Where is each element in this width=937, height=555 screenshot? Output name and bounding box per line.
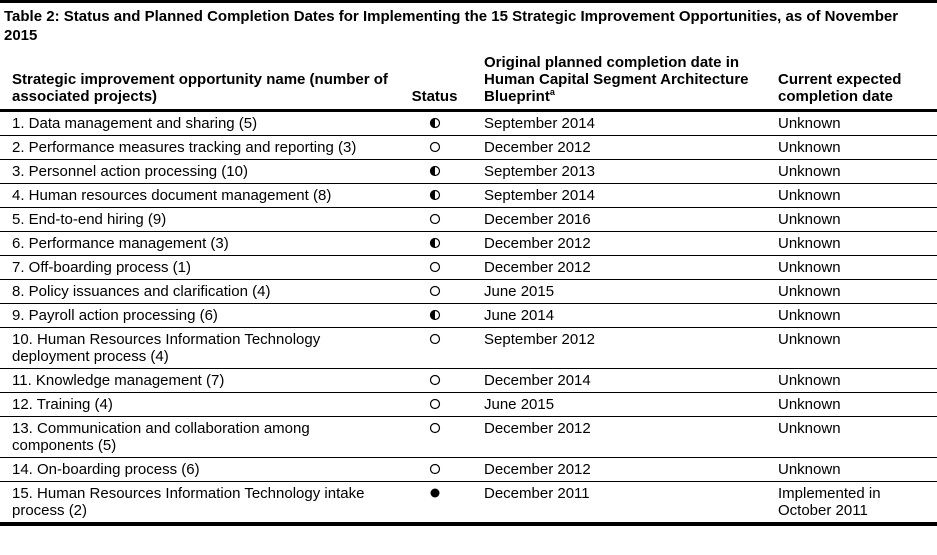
- table-row: [0, 393, 937, 417]
- empty-circle-icon: [429, 374, 441, 386]
- table-row: [0, 136, 937, 160]
- status-table: [0, 54, 937, 526]
- original-date: June 2014: [472, 304, 766, 328]
- status-cell: [397, 111, 472, 136]
- opportunity-name: 10. Human Resources Information Technology deployment process (4): [0, 328, 397, 369]
- original-date: June 2015: [472, 280, 766, 304]
- opportunity-name: 15. Human Resources Information Technology intake process (2): [0, 482, 397, 525]
- opportunity-name: 12. Training (4): [0, 393, 397, 417]
- original-date: December 2012: [472, 256, 766, 280]
- table-row: [0, 160, 937, 184]
- table-caption: Table 2: Status and Planned Completion Dates for Implementing the 15 Strategic Improvement Opportunities, as of November 2015: [4, 8, 899, 44]
- header-row: [0, 54, 937, 111]
- half-filled-circle-icon: [429, 165, 441, 177]
- original-date: September 2014: [472, 111, 766, 136]
- status-cell: [397, 393, 472, 417]
- original-date: December 2011: [472, 482, 766, 525]
- status-cell: [397, 256, 472, 280]
- current-date: Unknown: [766, 256, 937, 280]
- empty-circle-icon: [429, 141, 441, 153]
- opportunity-name: 8. Policy issuances and clarification (4): [0, 280, 397, 304]
- table-row: [0, 458, 937, 482]
- table-row: [0, 417, 937, 458]
- opportunity-name: 3. Personnel action processing (10): [0, 160, 397, 184]
- opportunity-name: 1. Data management and sharing (5): [0, 111, 397, 136]
- table-row: [0, 280, 937, 304]
- current-date: Unknown: [766, 280, 937, 304]
- original-date: September 2014: [472, 184, 766, 208]
- current-date: Unknown: [766, 393, 937, 417]
- status-cell: [397, 280, 472, 304]
- original-date: September 2012: [472, 328, 766, 369]
- current-date: Unknown: [766, 458, 937, 482]
- opportunity-name: 9. Payroll action processing (6): [0, 304, 397, 328]
- header-original-date: [472, 54, 766, 111]
- empty-circle-icon: [429, 213, 441, 225]
- original-date: June 2015: [472, 393, 766, 417]
- table-row: [0, 208, 937, 232]
- top-rule: [0, 0, 937, 3]
- opportunity-name: 6. Performance management (3): [0, 232, 397, 256]
- table-row: [0, 304, 937, 328]
- status-cell: [397, 184, 472, 208]
- opportunity-name: 11. Knowledge management (7): [0, 369, 397, 393]
- status-cell: [397, 482, 472, 525]
- current-date: Unknown: [766, 369, 937, 393]
- half-filled-circle-icon: [429, 309, 441, 321]
- current-date: Unknown: [766, 304, 937, 328]
- original-date: September 2013: [472, 160, 766, 184]
- table-row: [0, 111, 937, 136]
- current-date: Unknown: [766, 417, 937, 458]
- status-cell: [397, 136, 472, 160]
- table-row: [0, 482, 937, 525]
- opportunity-name: 4. Human resources document management (8): [0, 184, 397, 208]
- status-cell: [397, 160, 472, 184]
- current-date: Unknown: [766, 136, 937, 160]
- original-date: December 2012: [472, 136, 766, 160]
- original-date: December 2012: [472, 458, 766, 482]
- empty-circle-icon: [429, 285, 441, 297]
- opportunity-name: 14. On-boarding process (6): [0, 458, 397, 482]
- table-row: [0, 369, 937, 393]
- status-cell: [397, 417, 472, 458]
- empty-circle-icon: [429, 333, 441, 345]
- footnote-marker: a: [549, 87, 555, 97]
- status-cell: [397, 304, 472, 328]
- original-date: December 2012: [472, 232, 766, 256]
- opportunity-name: 7. Off-boarding process (1): [0, 256, 397, 280]
- opportunity-name: 13. Communication and collaboration among components (5): [0, 417, 397, 458]
- table-row: [0, 184, 937, 208]
- half-filled-circle-icon: [429, 117, 441, 129]
- header-original-text: Original planned completion date in Human Capital Segment Architecture Blueprint: [484, 54, 749, 105]
- current-date: Unknown: [766, 208, 937, 232]
- status-cell: [397, 208, 472, 232]
- original-date: December 2014: [472, 369, 766, 393]
- empty-circle-icon: [429, 463, 441, 475]
- status-cell: [397, 369, 472, 393]
- table-row: [0, 256, 937, 280]
- status-cell: [397, 458, 472, 482]
- header-name: Strategic improvement opportunity name (number of associated projects): [0, 54, 397, 111]
- header-status: Status: [397, 54, 472, 111]
- current-date: Unknown: [766, 184, 937, 208]
- empty-circle-icon: [429, 261, 441, 273]
- original-date: December 2012: [472, 417, 766, 458]
- status-cell: [397, 232, 472, 256]
- current-date: Unknown: [766, 111, 937, 136]
- original-date: December 2016: [472, 208, 766, 232]
- half-filled-circle-icon: [429, 237, 441, 249]
- current-date: Unknown: [766, 328, 937, 369]
- empty-circle-icon: [429, 422, 441, 434]
- half-filled-circle-icon: [429, 189, 441, 201]
- empty-circle-icon: [429, 398, 441, 410]
- table-body: [0, 111, 937, 525]
- opportunity-name: 2. Performance measures tracking and reporting (3): [0, 136, 397, 160]
- opportunity-name: 5. End-to-end hiring (9): [0, 208, 397, 232]
- status-cell: [397, 328, 472, 369]
- current-date: Unknown: [766, 232, 937, 256]
- current-date: Implemented in October 2011: [766, 482, 937, 525]
- filled-circle-icon: [429, 487, 441, 499]
- table-row: [0, 232, 937, 256]
- table-row: [0, 328, 937, 369]
- current-date: Unknown: [766, 160, 937, 184]
- header-current-date: Current expected completion date: [766, 54, 937, 111]
